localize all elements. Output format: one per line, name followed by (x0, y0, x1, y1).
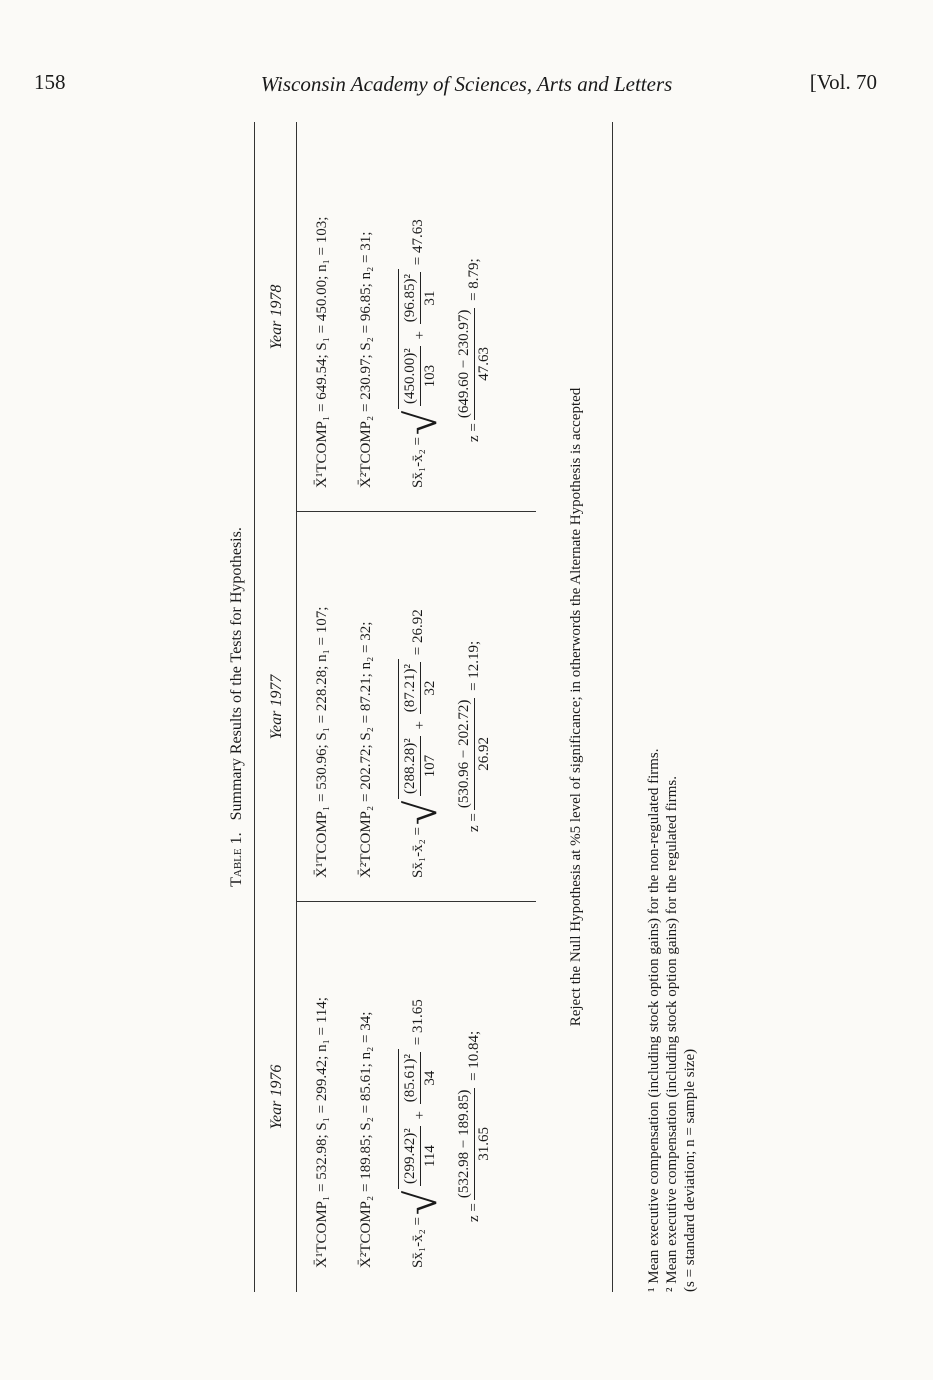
table-caption (228, 122, 246, 1292)
numerator: (85.61)² (402, 1052, 421, 1104)
denominator: 34 (422, 1070, 438, 1086)
std-error-label: Sx̄₁-x̄₂ = (409, 826, 426, 878)
table-header-rule (296, 122, 297, 1292)
z-result: = 8.79; (465, 258, 482, 301)
z-result: = 12.19; (465, 640, 482, 691)
fraction (456, 308, 493, 420)
caption-prefix: Table 1. (228, 832, 245, 887)
fraction (402, 1126, 439, 1186)
std-error-formula (397, 609, 446, 878)
volume-label: [Vol. 70 (809, 70, 877, 94)
footnote-2: ² Mean executive compensation (including stock option gains) for the regulated firms. (664, 775, 680, 1292)
fraction (402, 346, 439, 406)
page-number: 158 (34, 70, 66, 94)
fraction (402, 662, 439, 714)
fraction (456, 1088, 493, 1200)
numerator: (87.21)² (402, 662, 421, 714)
z-label: z = (465, 1203, 482, 1222)
group2-stats: X̄²TCOMP₂ = 230.97; S₂ = 96.85; n₂ = 31; (358, 231, 374, 488)
fraction (402, 1052, 439, 1104)
z-formula (456, 258, 493, 442)
denominator: 114 (422, 1145, 438, 1168)
square-root: √ (288.28)² 107 + (87.21)² 32 (398, 659, 439, 827)
footnote-3: (s = standard deviation; n = sample size) (682, 1048, 698, 1292)
numerator: (530.96 − 202.72) (456, 698, 475, 810)
group2-stats: X̄²TCOMP₂ = 189.85; S₂ = 85.61; n₂ = 34; (358, 1011, 374, 1268)
denominator: 31.65 (476, 1127, 492, 1161)
std-error-formula (397, 219, 446, 488)
std-error-label: Sx̄₁-x̄₂ = (409, 1216, 426, 1268)
fraction (456, 698, 493, 810)
footnote-1: ¹ Mean executive compensation (including stock option gains) for the non-regulated firms. (646, 748, 662, 1292)
numerator: (96.85)² (402, 272, 421, 324)
year-heading: Year 1977 (268, 674, 285, 740)
std-error-result: = 47.63 (409, 219, 426, 266)
denominator: 32 (422, 680, 438, 696)
numerator: (450.00)² (402, 346, 421, 406)
numerator: (532.98 − 189.85) (456, 1088, 475, 1200)
table-bottom-rule (612, 122, 613, 1292)
z-label: z = (465, 813, 482, 832)
numerator: (299.42)² (402, 1126, 421, 1186)
z-formula (456, 641, 493, 832)
denominator: 103 (422, 364, 438, 388)
group1-stats: X̄¹TCOMP₁ = 649.54; S₁ = 450.00; n₁ = 103; (314, 216, 330, 488)
z-formula (456, 1031, 493, 1222)
year-heading: Year 1978 (268, 284, 285, 350)
numerator: (288.28)² (402, 736, 421, 796)
denominator: 26.92 (476, 737, 492, 771)
denominator: 31 (422, 290, 438, 306)
group1-stats: X̄¹TCOMP₁ = 532.98; S₁ = 299.42; n₁ = 114; (314, 997, 330, 1268)
denominator: 47.63 (476, 347, 492, 381)
square-root: √ (450.00)² 103 + (96.85)² 31 (398, 269, 439, 437)
column-divider (296, 901, 536, 902)
denominator: 107 (422, 754, 438, 778)
conclusion-text: Reject the Null Hypothesis at %5 level of significance; in otherwords the Alternate Hypothesis is accepted (568, 387, 584, 1027)
std-error-label: Sx̄₁-x̄₂ = (409, 436, 426, 488)
rotated-table-block (228, 122, 710, 1292)
z-result: = 10.84; (465, 1030, 482, 1081)
z-label: z = (465, 423, 482, 442)
group2-stats: X̄²TCOMP₂ = 202.72; S₂ = 87.21; n₂ = 32; (358, 621, 374, 878)
year-heading: Year 1976 (268, 1064, 285, 1130)
std-error-result: = 31.65 (409, 999, 426, 1046)
column-divider (296, 511, 536, 512)
caption-text: Summary Results of the Tests for Hypothesis. (228, 527, 245, 821)
table-top-rule (254, 122, 255, 1292)
fraction (402, 736, 439, 796)
fraction (402, 272, 439, 324)
group1-stats: X̄¹TCOMP₁ = 530.96; S₁ = 228.28; n₁ = 107; (314, 606, 330, 878)
journal-title: Wisconsin Academy of Sciences, Arts and Letters (260, 72, 673, 96)
std-error-formula (397, 999, 446, 1268)
numerator: (649.60 − 230.97) (456, 308, 475, 420)
std-error-result: = 26.92 (409, 609, 426, 656)
square-root: √ (299.42)² 114 + (85.61)² 34 (398, 1049, 439, 1217)
